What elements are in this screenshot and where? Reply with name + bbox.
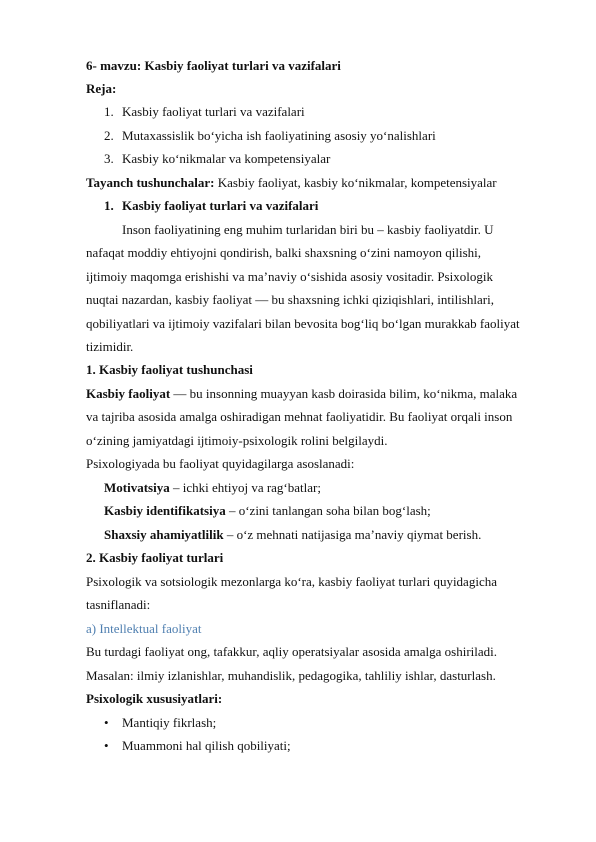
tayanch-label: Tayanch tushunchalar: xyxy=(86,175,215,190)
definition-text: — bu insonning muayyan kasb doirasida bilim, ko‘nikma, malaka xyxy=(170,386,518,401)
types-intro-line: tasniflanadi: xyxy=(86,597,151,612)
section-1-title: Kasbiy faoliyat turlari va vazifalari xyxy=(122,198,319,213)
bullet-item: Mantiqiy fikrlash; xyxy=(122,715,217,730)
definition-term: Kasbiy faoliyat xyxy=(86,386,171,401)
bullet-item: Muammoni hal qilish qobiliyati; xyxy=(122,738,291,753)
reja-item-2-number: 2. xyxy=(104,128,114,143)
reja-item-1-number: 1. xyxy=(104,104,114,119)
types-heading: 2. Kasbiy faoliyat turlari xyxy=(86,550,224,565)
basis-item xyxy=(104,527,481,543)
bullet-icon: • xyxy=(104,738,109,753)
types-intro-line: Psixologik va sotsiologik mezonlarga ko‘ra, kasbiy faoliyat turlari quyidagicha xyxy=(86,574,497,589)
bases-intro: Psixologiyada bu faoliyat quyidagilarga asoslanadi: xyxy=(86,456,355,471)
basis-desc: – ichki ehtiyoj va rag‘batlar; xyxy=(169,480,321,495)
basis-desc: – o‘zini tanlangan soha bilan bog‘lash; xyxy=(225,503,431,518)
basis-term: Motivatsiya xyxy=(104,480,170,495)
subheading-intellectual: a) Intellektual faoliyat xyxy=(86,621,202,636)
basis-term: Shaxsiy ahamiyatlilik xyxy=(104,527,224,542)
reja-label: Reja: xyxy=(86,81,117,96)
tayanch-text: Kasbiy faoliyat, kasbiy ko‘nikmalar, kompetensiyalar xyxy=(214,175,497,190)
reja-item-1-text: Kasbiy faoliyat turlari va vazifalari xyxy=(122,104,305,119)
reja-item-2-text: Mutaxassislik bo‘yicha ish faoliyatining asosiy yo‘nalishlari xyxy=(122,128,436,143)
basis-term: Kasbiy identifikatsiya xyxy=(104,503,226,518)
intellectual-desc-line: Bu turdagi faoliyat ong, tafakkur, aqliy operatsiyalar asosida amalga oshiriladi. xyxy=(86,644,498,659)
bullet-icon: • xyxy=(104,715,109,730)
tayanch-line xyxy=(86,175,497,191)
basis-item xyxy=(104,480,321,496)
document-title: 6- mavzu: Kasbiy faoliyat turlari va vazifalari xyxy=(86,58,341,73)
definition-line xyxy=(86,386,517,402)
concept-heading: 1. Kasbiy faoliyat tushunchasi xyxy=(86,362,253,377)
reja-item-1 xyxy=(104,104,305,120)
reja-item-3-text: Kasbiy ko‘nikmalar va kompetensiyalar xyxy=(122,151,331,166)
paragraph-line: qobiliyatlari va ijtimoiy vazifalari bilan bevosita bog‘liq bo‘lgan murakkab faoliyat xyxy=(86,316,520,331)
basis-item xyxy=(104,503,431,519)
psychological-features-heading: Psixologik xususiyatlari: xyxy=(86,691,223,706)
reja-item-3 xyxy=(104,151,330,167)
section-1-number: 1. xyxy=(104,198,114,213)
paragraph-line: tizimidir. xyxy=(86,339,134,354)
basis-desc: – o‘z mehnati natijasiga ma’naviy qiymat berish. xyxy=(223,527,482,542)
reja-item-3-number: 3. xyxy=(104,151,114,166)
definition-line: o‘zining jamiyatdagi ijtimoiy-psixologik rolini belgilaydi. xyxy=(86,433,388,448)
paragraph-line: nafaqat moddiy ehtiyojni qondirish, balki shaxsning o‘zini namoyon qilishi, xyxy=(86,245,482,260)
reja-item-2 xyxy=(104,128,436,144)
intellectual-desc-line: Masalan: ilmiy izlanishlar, muhandislik, pedagogika, tahliliy ishlar, dasturlash. xyxy=(86,668,496,683)
paragraph-line: ijtimoiy maqomga erishishi va ma’naviy o‘sishida asosiy vositadir. Psixologik xyxy=(86,269,493,284)
definition-line: va tajriba asosida amalga oshiradigan mehnat faoliyatidir. Bu faoliyat orqali inson xyxy=(86,409,513,424)
paragraph-line: Inson faoliyatining eng muhim turlaridan biri bu – kasbiy faoliyatdir. U xyxy=(122,222,494,237)
paragraph-line: nuqtai nazardan, kasbiy faoliyat — bu shaxsning ichki qiziqishlari, intilishlari, xyxy=(86,292,494,307)
section-1-heading xyxy=(104,198,318,214)
